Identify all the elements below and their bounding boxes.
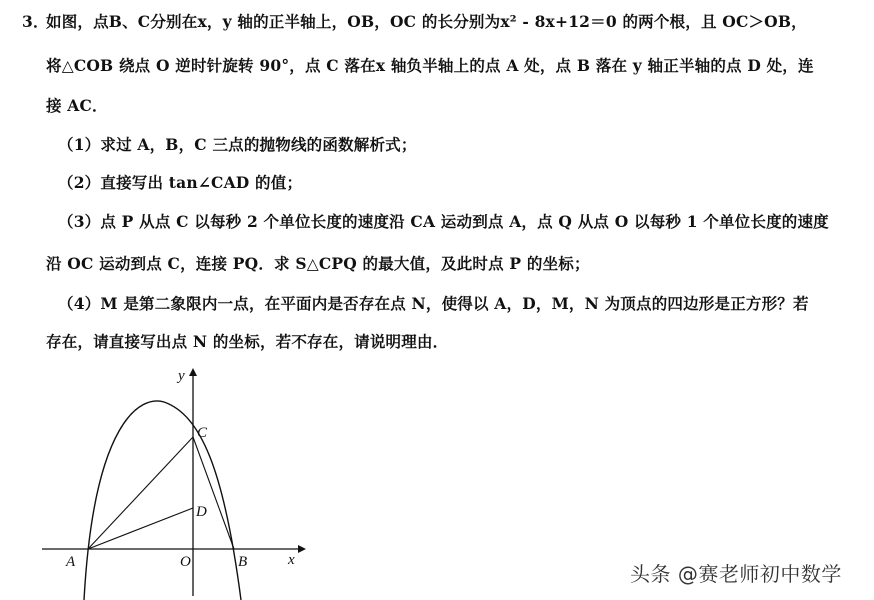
- origin-label: O: [180, 554, 191, 570]
- point-C-label: C: [197, 425, 208, 441]
- part-4-line-2: 存在，请直接写出点 N 的坐标，若不存在，请说明理由．: [46, 332, 449, 351]
- problem-number: 3．: [22, 12, 49, 31]
- segment-AD: [88, 508, 193, 549]
- segment-CB: [193, 437, 234, 549]
- point-A-label: A: [66, 554, 76, 570]
- problem-line-2: 将△COB 绕点 O 逆时针旋转 90°，点 C 落在x 轴负半轴上的点 A 处，点 B 落在 y 轴正半轴的点 D 处，连: [46, 56, 814, 75]
- geometry-figure: [36, 360, 326, 600]
- y-axis-label: y: [178, 368, 185, 384]
- part-1: （1）求过 A，B，C 三点的抛物线的函数解析式；: [58, 135, 417, 154]
- parabola-curve: [84, 401, 241, 600]
- problem-line-3: 接 AC．: [46, 96, 108, 115]
- part-2: （2）直接写出 tan∠CAD 的值；: [58, 173, 303, 192]
- y-axis-arrow: [189, 368, 197, 376]
- segment-AC: [88, 437, 193, 549]
- watermark: 头条 @赛老师初中数学: [630, 562, 842, 586]
- x-axis-arrow: [298, 545, 306, 553]
- part-3-line-2: 沿 OC 运动到点 C，连接 PQ．求 S△CPQ 的最大值，及此时点 P 的坐标；: [46, 254, 590, 273]
- part-4-line-1: （4）M 是第二象限内一点，在平面内是否存在点 N，使得以 A，D，M，N 为顶点的四边形是正方形？若: [58, 294, 809, 313]
- problem-line-1: 如图，点B、C分别在x，y 轴的正半轴上，OB，OC 的长分别为x² - 8x+12＝0 的两个根，且 OC＞OB，: [46, 12, 807, 31]
- part-3-line-1: （3）点 P 从点 C 以每秒 2 个单位长度的速度沿 CA 运动到点 A，点 Q 从点 O 以每秒 1 个单位长度的速度: [58, 212, 829, 231]
- point-B-label: B: [238, 554, 248, 570]
- x-axis-label: x: [288, 552, 295, 568]
- point-D-label: D: [196, 504, 207, 520]
